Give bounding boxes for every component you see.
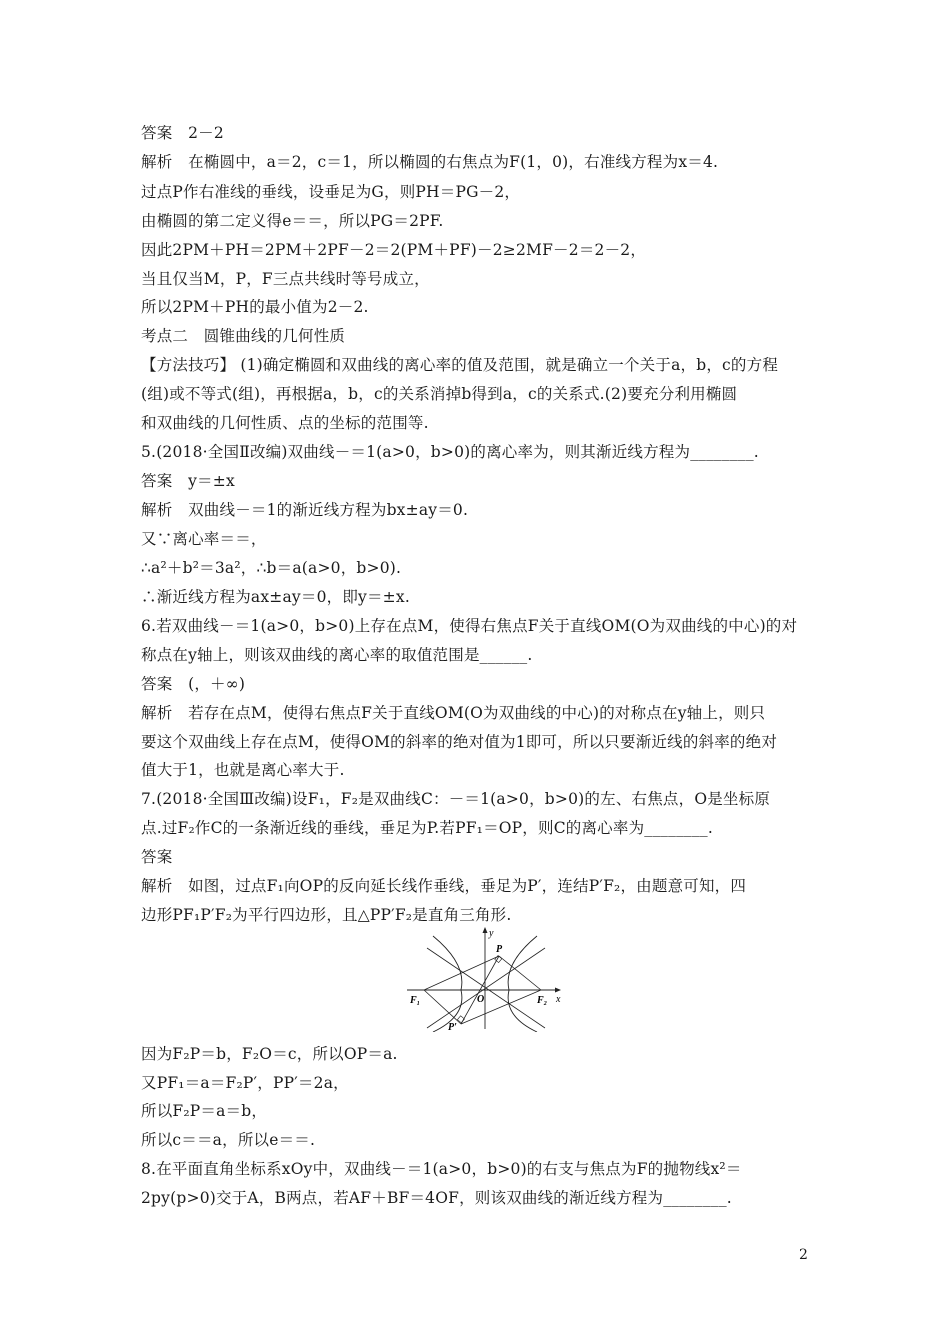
text-line: 称点在y轴上，则该双曲线的离心率的取值范围是______.	[141, 646, 533, 664]
text-line: 点.过F₂作C的一条渐近线的垂线，垂足为P.若PF₁＝OP，则C的离心率为________.	[141, 819, 713, 837]
question-7: 7.(2018·全国Ⅲ改编)设F₁，F₂是双曲线C：－＝1(a>0，b>0)的左、右焦点，O是坐标原	[141, 790, 771, 808]
text-line: ∴a²＋b²＝3a²，∴b＝a(a>0，b>0).	[141, 559, 402, 577]
analysis-line: 解析 在椭圆中，a＝2，c＝1，所以椭圆的右焦点为F(1，0)，右准线方程为x＝4.	[141, 153, 719, 171]
answer-line: 答案	[141, 848, 173, 866]
text-line: ∴渐近线方程为ax±ay＝0，即y＝±x.	[141, 588, 410, 606]
text-line: 又∵离心率＝＝，	[141, 530, 267, 548]
y-axis-arrow	[483, 927, 488, 933]
analysis-line: 解析 双曲线－＝1的渐近线方程为bx±ay＝0.	[141, 501, 469, 519]
text-line: (组)或不等式(组)，再根据a，b，c的关系消掉b得到a，c的关系式.(2)要充分利用椭圆	[141, 385, 738, 403]
question-8: 8.在平面直角坐标系xOy中，双曲线－＝1(a>0，b>0)的右支与焦点为F的抛物线x²＝	[141, 1160, 742, 1178]
text-line: 和双曲线的几何性质、点的坐标的范围等.	[141, 414, 429, 432]
label-o: O	[477, 994, 485, 1005]
question-5: 5.(2018·全国Ⅱ改编)双曲线－＝1(a>0，b>0)的离心率为，则其渐近线方程为________.	[141, 443, 759, 461]
analysis-line: 解析 若存在点M，使得右焦点F关于直线OM(O为双曲线的中心)的对称点在y轴上，则只	[141, 704, 766, 722]
section-heading: 考点二 圆锥曲线的几何性质	[141, 327, 346, 345]
answer-line: 答案 y＝±x	[141, 472, 235, 490]
text-line: 又PF₁＝a＝F₂P′，PP′＝2a，	[141, 1074, 349, 1092]
question-6: 6.若双曲线－＝1(a>0，b>0)上存在点M，使得右焦点F关于直线OM(O为双曲线的中心)的对	[141, 617, 798, 635]
text-line: 边形PF₁P′F₂为平行四边形，且△PP′F₂是直角三角形.	[141, 906, 512, 924]
text-line: 值大于1，也就是离心率大于.	[141, 761, 345, 779]
analysis-line: 解析 如图，过点F₁向OP的反向延长线作垂线，垂足为P′，连结P′F₂，由题意可知，四	[141, 877, 747, 895]
x-axis-arrow	[555, 988, 561, 993]
label-y: y	[489, 928, 494, 939]
text-line: 因此2PM＋PH＝2PM＋2PF－2＝2(PM＋PF)－2≥2MF－2＝2－2，	[141, 241, 647, 259]
page-number: 2	[799, 1247, 808, 1263]
label-pprime: P′	[448, 1022, 457, 1032]
text-line: 所以F₂P＝a＝b，	[141, 1102, 268, 1120]
label-f2: F₂	[537, 995, 548, 1006]
label-f1: F₁	[410, 995, 421, 1006]
text-line: 过点P作右准线的垂线，设垂足为G，则PH＝PG－2，	[141, 183, 521, 201]
hyperbola-right-branch	[508, 936, 537, 1032]
text-line: 所以c＝＝a，所以e＝＝.	[141, 1131, 316, 1149]
label-x: x	[556, 994, 561, 1005]
text-line: 要这个双曲线上存在点M，使得OM的斜率的绝对值为1即可，所以只要渐近线的斜率的绝对	[141, 733, 778, 751]
text-line: 因为F₂P＝b，F₂O＝c，所以OP＝a.	[141, 1045, 398, 1063]
segment-f2-pprime	[461, 990, 541, 1024]
answer-line: 答案 (，＋∞)	[141, 675, 246, 693]
text-line: 当且仅当M，P，F三点共线时等号成立，	[141, 270, 430, 288]
text-line: 所以2PM＋PH的最小值为2－2.	[141, 298, 369, 316]
segment-p-f2	[499, 956, 541, 990]
text-line: 由椭圆的第二定义得e＝＝，所以PG＝2PF.	[141, 212, 444, 230]
label-p: P	[496, 944, 503, 955]
answer-line: 答案 2－2	[141, 124, 224, 142]
method-tip-line: 【方法技巧】 (1)确定椭圆和双曲线的离心率的值及范围，就是确立一个关于a，b，c的方程	[141, 356, 779, 374]
text-line: 2py(p>0)交于A，B两点，若AF＋BF＝4OF，则该双曲线的渐近线方程为________.	[141, 1189, 732, 1207]
segment-pprime-f1	[424, 990, 461, 1024]
hyperbola-figure	[405, 924, 565, 1032]
